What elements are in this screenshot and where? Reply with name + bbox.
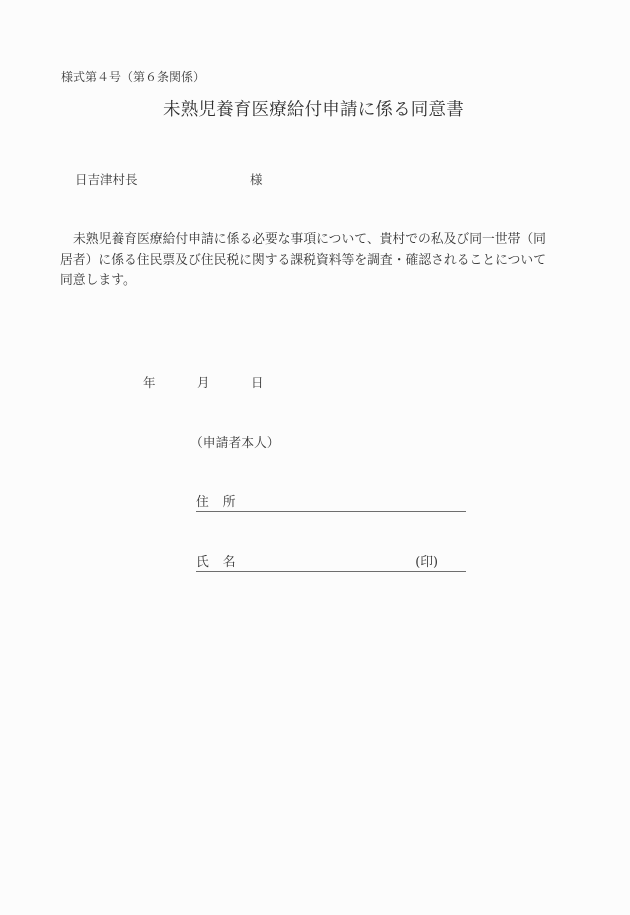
name-label: 氏 名 (196, 555, 236, 570)
name-field[interactable] (196, 551, 466, 572)
applicant-label: （申請者本人） (190, 436, 280, 451)
date-month-label: 月 (197, 375, 210, 390)
seal-mark: (印) (415, 555, 438, 570)
address-label: 住 所 (196, 495, 236, 510)
form-number: 様式第４号（第６条関係） (61, 70, 206, 84)
address-field[interactable] (196, 491, 466, 512)
consent-body-line: 居者）に係る住民票及び住民税に関する課税資料等を調査・確認されることについて (60, 252, 547, 268)
consent-body-line: 未熟児養育医療給付申請に係る必要な事項について、貴村での私及び同一世帯（同 (73, 232, 546, 247)
addressee-recipient: 日吉津村長 (75, 172, 138, 187)
consent-body-line: 同意します。 (60, 273, 136, 288)
consent-body (60, 230, 580, 292)
addressee-honorific: 様 (250, 172, 263, 187)
date-year-label: 年 (143, 375, 156, 390)
document-title: 未熟児養育医療給付申請に係る同意書 (163, 100, 464, 120)
date-day-label: 日 (251, 375, 264, 390)
